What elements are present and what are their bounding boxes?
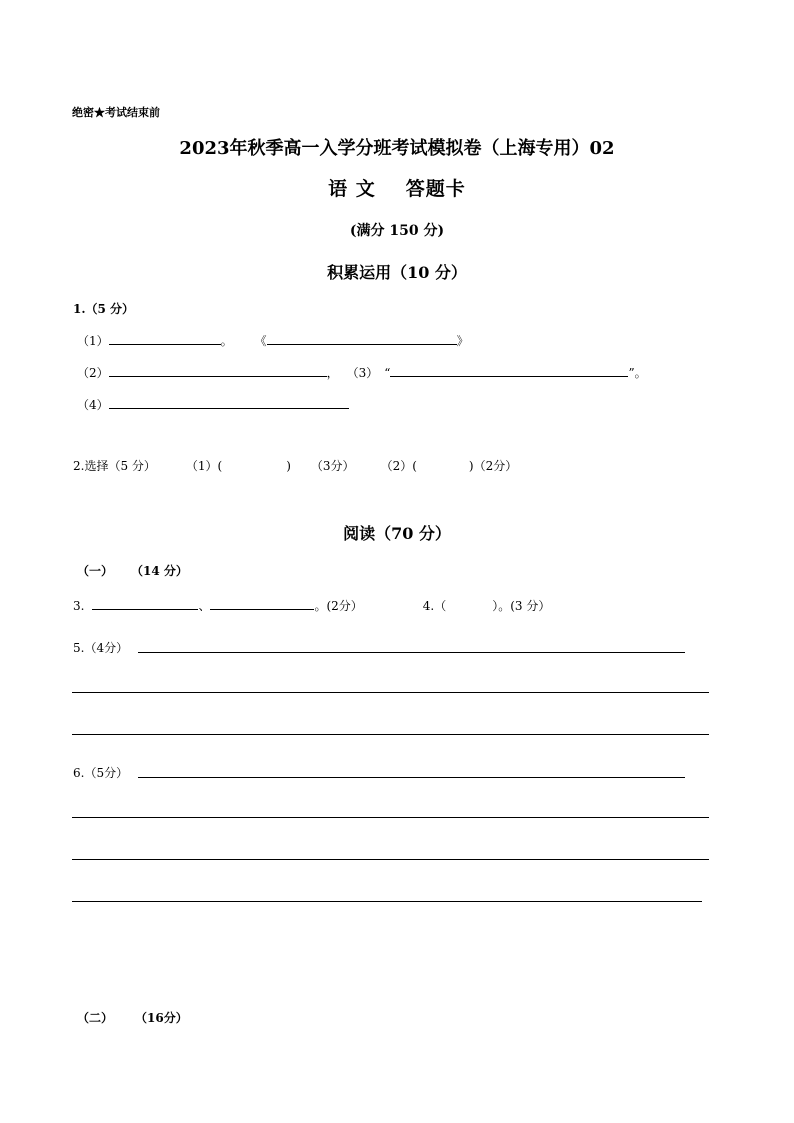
q2-part1-score: （3分） — [310, 459, 355, 473]
section-reading-title: 阅读（70 分） — [343, 524, 451, 543]
q1-open-book: 《 — [254, 334, 267, 348]
q1-sub2-label: （2） — [77, 366, 109, 380]
q2-part1-close: ) — [286, 459, 291, 473]
q3-blank-1[interactable] — [92, 598, 198, 610]
q1-close-quote: ”。 — [628, 366, 647, 380]
section-accumulation-title: 积累运用（10 分） — [327, 263, 467, 282]
q1-comma: ， — [326, 366, 339, 380]
exam-title: 2023年秋季高一入学分班考试模拟卷（上海专用）02 — [179, 138, 615, 159]
q1-sub1-blank[interactable] — [109, 333, 221, 345]
q2-part2-close: )（2分） — [468, 459, 518, 473]
part1-score: （14 分） — [131, 564, 188, 578]
q6-answer-line-2[interactable] — [72, 817, 709, 818]
answer-card-label: 答题卡 — [405, 178, 466, 200]
q6-label: 6.（5分） — [73, 766, 129, 780]
q2-part2-label: （2）( — [380, 459, 417, 473]
part2-label: （二） — [77, 1011, 114, 1025]
q5-answer-line-3[interactable] — [72, 734, 709, 735]
q1-sub3-label: （3） — [346, 366, 379, 380]
q6-answer-line-3[interactable] — [72, 859, 709, 860]
q1-sub3-blank[interactable] — [390, 365, 628, 377]
q4-label: 4.（ — [422, 599, 447, 613]
q5-answer-line-2[interactable] — [72, 692, 709, 693]
q1-book-blank[interactable] — [267, 333, 457, 345]
q1-line-3 — [77, 396, 349, 413]
part2-score: （16分） — [135, 1011, 188, 1025]
q3-label: 3. — [73, 599, 85, 613]
q1-open-quote: “ — [384, 366, 391, 380]
q1-close-book: 》 — [456, 334, 469, 348]
part2-heading — [77, 1009, 188, 1026]
q1-sub4-blank[interactable] — [109, 397, 349, 409]
subject-heading — [0, 174, 794, 201]
q1-line-2 — [77, 364, 647, 381]
q3-score: 。(2分） — [314, 599, 363, 613]
part1-label: （一） — [77, 564, 114, 578]
q2-label: 2.选择（5 分） — [73, 459, 156, 473]
q1-sub2-blank[interactable] — [109, 365, 327, 377]
q1-period: 。 — [220, 334, 233, 348]
q5-label: 5.（4分） — [73, 641, 129, 655]
q5-answer-line-1[interactable] — [138, 652, 685, 653]
q1-sub1-label: （1） — [77, 334, 109, 348]
q1-label: 1.（5 分） — [73, 302, 135, 316]
q3-q4-line — [73, 597, 550, 614]
full-score: (满分 150 分) — [349, 223, 445, 239]
part1-heading — [77, 562, 188, 579]
confidential-label: 绝密★考试结束前 — [72, 106, 160, 119]
q1-sub4-label: （4） — [77, 398, 109, 412]
q3-separator: 、 — [198, 599, 211, 613]
q3-blank-2[interactable] — [210, 598, 314, 610]
subject-name: 语 文 — [328, 178, 376, 200]
q6-answer-line-4[interactable] — [72, 901, 702, 902]
q1-line-1 — [77, 332, 469, 349]
q6-answer-line-1[interactable] — [138, 777, 685, 778]
q2-line — [73, 457, 517, 474]
q4-score: ）。(3 分） — [492, 599, 551, 613]
q2-part1-label: （1）( — [185, 459, 223, 473]
